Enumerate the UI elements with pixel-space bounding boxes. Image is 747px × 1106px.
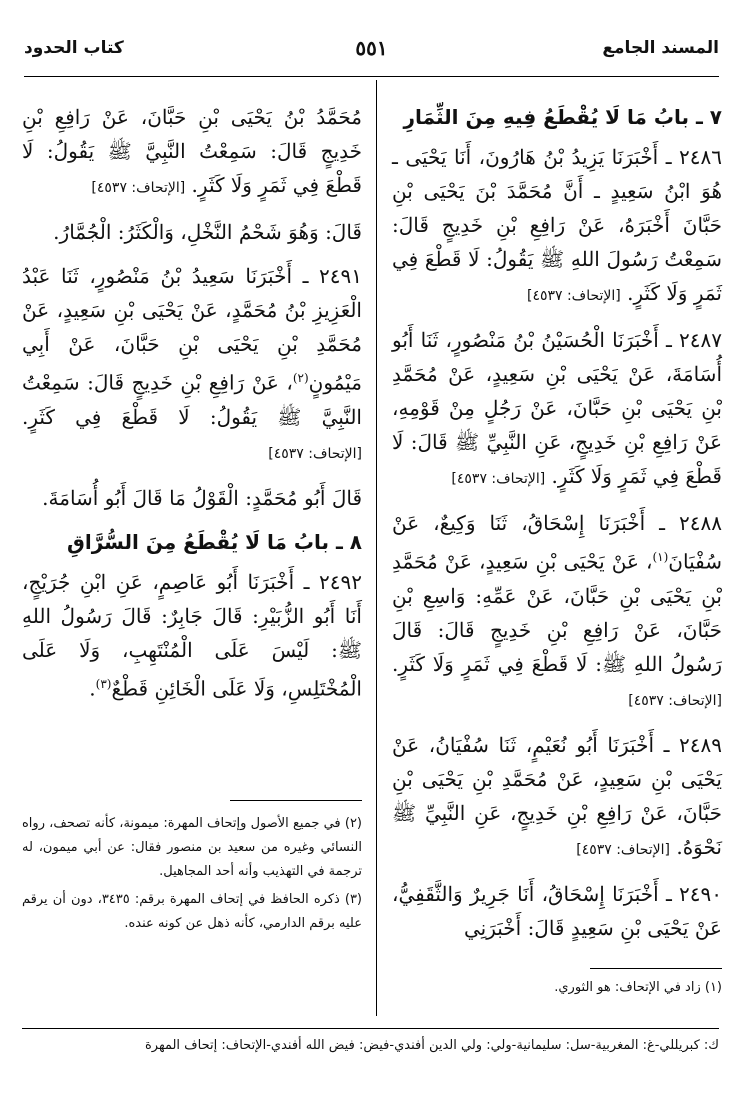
abbreviations-rule	[22, 1028, 719, 1029]
footnote-3: (٣) ذكره الحافظ في إتحاف المهرة برقم: ٣٤٣٥، دون أن يرقم عليه برقم الدارمي، كأنه ذهل عن كونه عنده.	[22, 892, 362, 931]
column-divider	[376, 80, 377, 1016]
hadith-2489: ٢٤٨٩ ـ أَخْبَرَنَا أَبُو نُعَيْمٍ، ثَنَا سُفْيَانُ، عَنْ يَحْيَى بْنِ سَعِيدٍ، عَنْ مُحَمَّدِ بْنِ يَحْيَى بْنِ حَبَّانَ، عَنْ رَافِعِ بْنِ خَدِيجٍ، عَنِ النَّبِيِّ ﷺ نَحْوَهُ. [الإتحاف: ٤٥٣٧]	[392, 732, 722, 859]
ithaf-ref: [الإتحاف: ٤٥٣٧]	[91, 180, 186, 196]
page-header	[24, 30, 719, 72]
footnote-1: (١) زاد في الإتحاف: هو الثوري.	[554, 980, 722, 995]
footnote-ref-2: (٢)	[292, 371, 309, 385]
abu-muhammad-comment: قَالَ أَبُو مُحَمَّدٍ: الْقَوْلُ مَا قَالَ أَبُو أُسَامَةَ.	[42, 485, 362, 510]
page-number: ٥٥١	[355, 36, 388, 60]
ithaf-ref: [الإتحاف: ٤٥٣٧]	[268, 445, 362, 462]
hadith-2490: ٢٤٩٠ ـ أَخْبَرَنَا إِسْحَاقُ، أَنَا جَرِيرٌ وَالثَّقَفِيُّ، عَنْ يَحْيَى بْنِ سَعِيدٍ قَالَ: أَخْبَرَنِي	[392, 881, 722, 940]
hadith-2490-continued: مُحَمَّدُ بْنُ يَحْيَى بْنِ حَبَّانَ، عَنْ رَافِعِ بْنِ خَدِيجٍ قَالَ: سَمِعْتُ النَّبِيَّ ﷺ يَقُولُ: لَا قَطْعَ فِي ثَمَرٍ وَلَا كَثَرٍ. [الإتحاف: ٤٥٣٧]	[22, 105, 362, 197]
ithaf-ref: [الإتحاف: ٤٥٣٧]	[628, 692, 722, 709]
ithaf-ref: [الإتحاف: ٤٥٣٧]	[526, 288, 621, 304]
hadith-2490-explanation: قَالَ: وَهُوَ شَحْمُ النَّخْلِ، وَالْكَثَرُ: الْجُمَّارُ.	[53, 220, 362, 244]
hadith-2488: ٢٤٨٨ ـ أَخْبَرَنَا إِسْحَاقُ، ثَنَا وَكِيعٌ، عَنْ سُفْيَانَ$^{(١)}$، عَنْ يَحْيَى بْنِ سَعِيدٍ، عَنْ مُحَمَّدِ بْنِ يَحْيَى بْنِ حَبَّانَ، عَنْ عَمِّهِ: وَاسِعِ بْنِ حَبَّانَ، عَنْ رَافِعِ بْنِ خَدِيجٍ قَالَ: قَالَ رَسُولُ اللهِ ﷺ: لَا قَطْعَ فِي ثَمَرٍ وَلَا كَثَرٍ. [الإتحاف: ٤٥٣٧]	[392, 511, 722, 709]
ithaf-ref: [الإتحاف: ٤٥٣٧]	[576, 841, 670, 858]
hadith-2492: ٢٤٩٢ ـ أَخْبَرَنَا أَبُو عَاصِمٍ، عَنِ ابْنِ جُرَيْجٍ، أَنَا أَبُو الزُّبَيْرِ: قَالَ جَابِرٌ: قَالَ رَسُولُ اللهِ ﷺ: لَيْسَ عَلَى الْمُنْتَهِبِ، وَلَا عَلَى الْمُخْتَلِسِ، وَلَا عَلَى الْخَائِنِ قَطْعٌ$^{(٣)}$.	[22, 569, 363, 701]
book-title: المسند الجامع	[602, 38, 719, 58]
footnote-rule-right	[590, 968, 722, 969]
ithaf-ref: [الإتحاف: ٤٥٣٧]	[451, 471, 546, 487]
abbreviations-key: ك: كبريللي-غ: المغربية-سل: سليمانية-ولي: ولي الدين أفندي-فيض: فيض الله أفندي-الإتحاف: إتحاف المهرة	[144, 1038, 719, 1053]
footnotes-left	[22, 812, 362, 940]
hadith-2487: ٢٤٨٧ ـ أَخْبَرَنَا الْحُسَيْنُ بْنُ مَنْصُورٍ، ثَنَا أَبُو أُسَامَةَ، عَنْ يَحْيَى بْنِ سَعِيدٍ، عَنْ مُحَمَّدِ بْنِ يَحْيَى بْنِ حَبَّانَ، عَنْ رَجُلٍ مِنْ قَوْمِهِ، عَنْ رَافِعِ بْنِ خَدِيجٍ، عَنِ النَّبِيِّ ﷺ قَالَ: لَا قَطْعَ فِي ثَمَرٍ وَلَا كَثَرٍ. [الإتحاف: ٤٥٣٧]	[392, 328, 722, 488]
left-column	[22, 100, 362, 715]
footnotes-right	[392, 976, 722, 1004]
footnote-rule-left	[230, 800, 362, 801]
bab-8-heading: ٨ ـ بابُ مَا لَا يُقْطَعُ مِنَ السُّرَّاقِ	[66, 529, 362, 554]
footnote-ref-1: (١)	[652, 550, 669, 564]
bab-7-heading: ٧ ـ بابُ مَا لَا يُقْطَعُ فِيهِ مِنَ الثِّمَارِ	[403, 105, 722, 129]
header-rule	[24, 76, 719, 77]
chapter-title: كتاب الحدود	[24, 38, 124, 58]
right-column	[392, 100, 722, 955]
hadith-2491: ٢٤٩١ ـ أَخْبَرَنَا سَعِيدُ بْنُ مَنْصُورٍ، ثَنَا عَبْدُ الْعَزِيزِ بْنُ مُحَمَّدٍ، عَنْ يَحْيَى بْنِ سَعِيدٍ، عَنْ مُحَمَّدِ بْنِ يَحْيَى بْنِ حَبَّانَ، عَنْ أَبِي مَيْمُونٍ$^{(٢)}$، عَنْ رَافِعِ بْنِ خَدِيجٍ قَالَ: سَمِعْتُ النَّبِيَّ ﷺ يَقُولُ: لَا قَطْعَ فِي كَثَرٍ. [الإتحاف: ٤٥٣٧]	[22, 264, 362, 462]
hadith-2486: ٢٤٨٦ ـ أَخْبَرَنَا يَزِيدُ بْنُ هَارُونَ، أَنَا يَحْيَى ـ هُوَ ابْنُ سَعِيدٍ ـ أَنَّ مُحَمَّدَ بْنَ يَحْيَى بْنِ حَبَّانَ أَخْبَرَهُ، عَنْ رَافِعِ بْنِ خَدِيجٍ قَالَ: سَمِعْتُ رَسُولَ اللهِ ﷺ يَقُولُ: لَا قَطْعَ فِي ثَمَرٍ وَلَا كَثَرٍ. [الإتحاف: ٤٥٣٧]	[392, 145, 722, 305]
footnote-ref-3: (٣)	[95, 676, 112, 691]
footnote-2: (٢) في جميع الأصول وإتحاف المهرة: ميمونة، كأنه تصحف، رواه النسائي وغيره من سعيد بن منصور فقال: عن أبي ميمون، له ترجمة في التهذيب وأنه أحد المجاهيل.	[22, 816, 362, 879]
